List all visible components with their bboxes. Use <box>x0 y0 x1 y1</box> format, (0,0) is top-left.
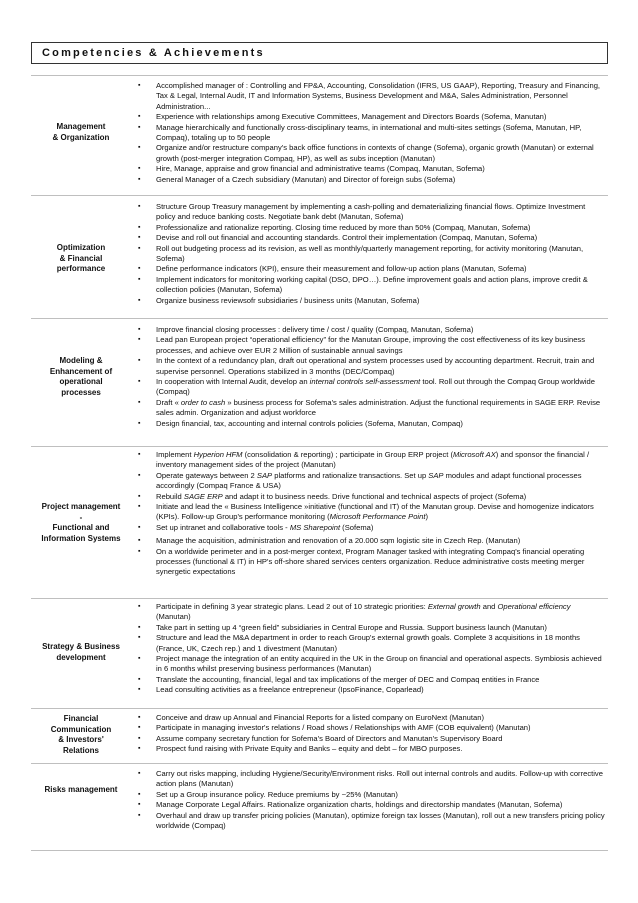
list-item-text: Project manage the integration of an entity acquired in the UK in the Group on financial and operational aspects. Symbiosis achieved in 6 months whilst preserving business performances (Manutan) <box>156 654 602 674</box>
list-item <box>138 335 606 356</box>
list-item-text: » business process for Sofema's sales administration. Adjust the functional requirements in SAGE ERP. Revise sales admin. Organization and adjust workforce <box>156 397 601 418</box>
list-item <box>138 123 606 144</box>
list-item-text: Participate in managing investor's relations / Road shows / Relationships with AMF (COB equivalent) (Manutan) <box>156 723 531 733</box>
list-item-text-italic: External growth <box>427 602 481 611</box>
list-item <box>138 602 606 623</box>
section-label-line: Modeling & <box>59 356 103 365</box>
list-item-text: In cooperation with Internal Audit, develop an <box>156 377 310 387</box>
list-item-text: Take part in setting up 4 “green field” subsidiaries in Central Europe and Russia. Support business launch (Manutan) <box>156 622 547 632</box>
list-item <box>138 623 606 633</box>
list-item-text: ) <box>425 512 428 522</box>
list-item <box>138 769 606 790</box>
section-label-line: Project management <box>41 502 121 511</box>
list-item-text: Devise and roll out financial and accounting standards. Control their implementation (Compaq, Manutan, Sofema) <box>156 233 538 243</box>
section-label-line: Relations <box>62 745 99 755</box>
list-item <box>138 734 606 744</box>
list-item-text: Structure and lead the M&A department in order to reach Group's external growth goals. Complete 3 acquisitions in 18 months (France, UK, Czech rep.) and 1 divestment (Manutan) <box>156 633 580 653</box>
list-item-text: In the context of a redundancy plan, draft out operational and system processes used by accounting department. Recruit, train and supervise personnel. Operations stabilized in 3 months (DEC/Compaq) <box>156 356 595 376</box>
list-item-text: Rebuild <box>156 491 184 501</box>
list-item-text: Professionalize and rationalize reporting. Closing time reduced by more than 50% (Compaq, Manutan, Sofema) <box>156 222 531 232</box>
section-label-line: - <box>79 512 83 522</box>
list-item-text: Participate in defining 3 year strategic plans. Lead 2 out of 10 strategic priorities: <box>156 602 428 611</box>
divider <box>31 598 608 599</box>
list-item-text: Organize business reviewsofr subsidiaries / business units (Manutan, Sofema) <box>156 295 420 305</box>
section-list-risks-management <box>138 769 606 831</box>
list-item-text: ) and sponsor the financial / inventory management sides of the project (Manutan) <box>156 450 590 470</box>
list-item <box>138 377 606 398</box>
section-label-line: Communication <box>50 724 112 734</box>
section-label-project-management <box>31 502 131 544</box>
list-item-text: Roll out budgeting process ad its revision, as well as monthly/quarterly management reporting, for activity monitoring (Manutan, Sofema) <box>156 243 584 264</box>
section-label-line: operational <box>59 377 103 386</box>
list-item-text: Lead pan European project “operational efficiency” for the Manutan Groupe, improving the cost effectiveness of its key business processes, and achieve over EUR 2 Million of sustainable annual savings <box>156 335 586 355</box>
list-item-text: Implement indicators for monitoring working capital (DSO, DPO…). Define improvement goals and action plans, improve credit & collection policies (Manutan, Sofema) <box>156 274 588 295</box>
divider <box>31 195 608 196</box>
section-label-risks-management <box>31 785 131 796</box>
list-item-text: Structure Group Treasury management by implementing a cash-polling and dematerializing financial flows. Optimize Investment policy and reduce banking costs. Negotiate bank debt (Manutan, Sofema) <box>156 202 586 222</box>
list-item-text-italic: Hyperion HFM <box>193 450 243 459</box>
list-item <box>138 164 606 174</box>
list-item <box>138 723 606 733</box>
section-label-line: & Organization <box>52 132 110 142</box>
list-item <box>138 800 606 810</box>
list-item <box>138 492 606 502</box>
divider <box>31 763 608 764</box>
list-item <box>138 419 606 429</box>
section-label-line: Information Systems <box>41 533 121 543</box>
list-item-text: Assume company secretary function for Sofema's Board of Directors and Manutan's Supervisory Board <box>156 733 503 743</box>
list-item <box>138 202 606 223</box>
list-item <box>138 633 606 654</box>
section-label-strategy <box>31 642 131 663</box>
list-item-text: Prospect fund raising with Private Equity and Banks – equity and debt – for MBO purposes. <box>156 744 463 754</box>
list-item-text: and <box>480 602 498 611</box>
list-item-text: General Manager of a Czech subsidiary (Manutan) and Director of foreign subs (Sofema) <box>156 174 456 184</box>
list-item-text-italic: Microsoft Performance Point <box>329 512 426 522</box>
list-item-text: Initiate and lead the « Business Intelligence »initiative (functional and IT) of the Manutan group. Devise and homogenize indicators (KPIs). Follow-up Group's performance monitoring ( <box>156 502 594 522</box>
list-item <box>138 275 606 296</box>
list-item-text: Set up intranet and collaborative tools - <box>156 522 290 532</box>
list-item-text: Translate the accounting, financial, legal and tax implications of the merger of DEC and Compaq entities in France <box>156 674 540 684</box>
list-item-text: Manage Corporate Legal Affairs. Rationalize organization charts, holdings and directorship mandates (Manutan, Sofema) <box>156 800 563 810</box>
section-label-modeling <box>31 356 131 398</box>
list-item-text: Carry out risks mapping, including Hygiene/Security/Environment risks. Roll out internal controls and audits. Follow-up with corrective action plans (Manutan) <box>156 769 603 789</box>
divider <box>31 446 608 447</box>
list-item-text: Manage hierarchically and functionally cross-disciplinary teams, in international and multi-sites settings (Sofema, Manutan, HP, Compaq), totaling up to 50 people <box>156 122 582 143</box>
list-item-text: tool. Roll out through the Compaq Group worldwide (Compaq) <box>156 377 596 397</box>
section-list-strategy <box>138 602 606 696</box>
section-label-line: & Financial <box>59 253 103 263</box>
list-item <box>138 325 606 335</box>
list-item <box>138 502 606 523</box>
list-item <box>138 536 606 546</box>
list-item-text-italic: SAGE ERP <box>183 491 223 501</box>
list-item <box>138 713 606 723</box>
section-label-line: Management <box>56 122 106 131</box>
section-label-line: Strategy & Business <box>42 642 120 651</box>
section-list-optimization <box>138 202 606 306</box>
section-list-financial-communication <box>138 713 606 755</box>
list-item-text: Organize and/or restructure company's back office functions in contexts of change (Sofema), organic growth (Manutan) or external growth (post-merger integration Compaq, HP), as well as subs inception (Manutan) <box>156 143 594 163</box>
list-item <box>138 143 606 164</box>
list-item <box>138 175 606 185</box>
list-item <box>138 356 606 377</box>
list-item-text-italic: MS Sharepoint <box>289 522 341 532</box>
list-item-text: Lead consulting activities as a freelance entrepreneur (IpsoFinance, Coparlead) <box>156 685 424 695</box>
section-label-line: Enhancement of <box>49 366 113 376</box>
list-item-text: Hire, Manage, appraise and grow financial and administrative teams (Compaq, Manutan, Sofema) <box>156 164 485 174</box>
section-label-line: development <box>56 652 106 662</box>
list-item-text: Implement <box>156 450 194 459</box>
list-item-text: (consolidation & reporting) ; participate in Group ERP project ( <box>242 450 453 459</box>
list-item <box>138 744 606 754</box>
section-label-optimization <box>31 243 131 275</box>
list-item <box>138 112 606 122</box>
list-item-text: Overhaul and draw up transfer pricing policies (Manutan), optimize foreign tax losses (Manutan), roll out a new transfers pricing policy worldwide (Compaq) <box>156 810 605 831</box>
list-item-text: Accomplished manager of : Controlling and FP&A, Accounting, Consolidation (IFRS, US GAAP), Reporting, Treasury and Financing, Tax & Legal, Internal Audit, IT and Information Systems, Business Development and M&A, Sales Administration, Personnel Administration... <box>156 81 601 111</box>
list-item <box>138 654 606 675</box>
list-item-text: Manage the acquisition, administration and renovation of a 20.000 sqm logistic site in Czech Rep. (Manutan) <box>156 536 521 546</box>
list-item-text: Set up a Group insurance policy. Reduce premiums by ~25% (Manutan) <box>156 789 398 799</box>
list-item <box>138 223 606 233</box>
divider <box>31 75 608 76</box>
list-item-text: and adapt it to business needs. Drive functional and technical aspects of project (Sofema) <box>222 491 527 501</box>
list-item <box>138 244 606 265</box>
divider <box>31 318 608 319</box>
divider <box>31 708 608 709</box>
divider <box>31 850 608 851</box>
list-item-text-italic: Microsoft AX <box>453 450 496 459</box>
list-item-text: Define performance indicators (KPI), ensure their measurement and follow-up action plans (Manutan, Sofema) <box>156 264 527 274</box>
list-item-text: Improve financial closing processes : delivery time / cost / quality (Compaq, Manutan, Sofema) <box>156 325 474 334</box>
section-title: Competencies & Achievements <box>42 47 265 59</box>
section-list-project-management <box>138 450 606 578</box>
list-item-text: (Manutan) <box>156 612 191 622</box>
list-item-text-italic: Operational efficiency <box>497 602 571 611</box>
list-item <box>138 398 606 419</box>
list-item <box>138 523 606 533</box>
list-item-text: On a worldwide perimeter and in a post-merger context, Program Manager tasked with integrating Compaq's financial operating processes (functional & IT) in HP's off-shore shared services centers organization. Reduce administrative costs meeting merger synergetic expectations <box>156 546 585 577</box>
list-item <box>138 790 606 800</box>
list-item <box>138 264 606 274</box>
list-item-text-italic: SAP <box>428 470 444 480</box>
list-item-text: (Sofema) <box>340 522 374 532</box>
list-item <box>138 547 606 578</box>
section-label-management <box>31 122 131 143</box>
section-label-line: Optimization <box>56 243 106 252</box>
list-item-text: Conceive and draw up Annual and Financial Reports for a listed company on EuroNext (Manutan) <box>156 713 484 722</box>
section-list-modeling <box>138 325 606 429</box>
list-item-text-italic: SAP <box>256 470 273 480</box>
section-label-financial-communication <box>31 714 131 756</box>
list-item-text: Operate gateways between 2 <box>156 470 257 480</box>
list-item <box>138 450 606 471</box>
list-item <box>138 675 606 685</box>
section-label-line: Risks management <box>44 785 118 794</box>
section-title-box <box>31 42 608 64</box>
list-item-text: modules and adapt functional processes accordingly (Compaq France & USA) <box>156 470 582 491</box>
list-item <box>138 233 606 243</box>
list-item-text: Experience with relationships among Executive Committees, Management and Directors Boards (Sofema, Manutan) <box>156 112 547 122</box>
section-label-line: performance <box>56 264 106 273</box>
list-item-text: Draft « <box>156 397 181 407</box>
list-item-text: Design financial, tax, accounting and internal controls policies (Sofema, Manutan, Compaq) <box>156 418 463 428</box>
section-list-management <box>138 81 606 185</box>
list-item-text: platforms and rationalize transactions. Set up <box>272 470 429 480</box>
list-item <box>138 81 606 112</box>
list-item <box>138 811 606 832</box>
section-label-line: processes <box>61 387 101 397</box>
list-item <box>138 471 606 492</box>
list-item <box>138 296 606 306</box>
section-label-line: Functional and <box>52 523 110 532</box>
section-label-line: & Investors' <box>58 735 104 744</box>
list-item-text-italic: internal controls self-assessment <box>309 377 421 387</box>
list-item <box>138 685 606 695</box>
section-label-line: Financial <box>63 714 99 723</box>
list-item-text-italic: order to cash <box>180 397 226 407</box>
